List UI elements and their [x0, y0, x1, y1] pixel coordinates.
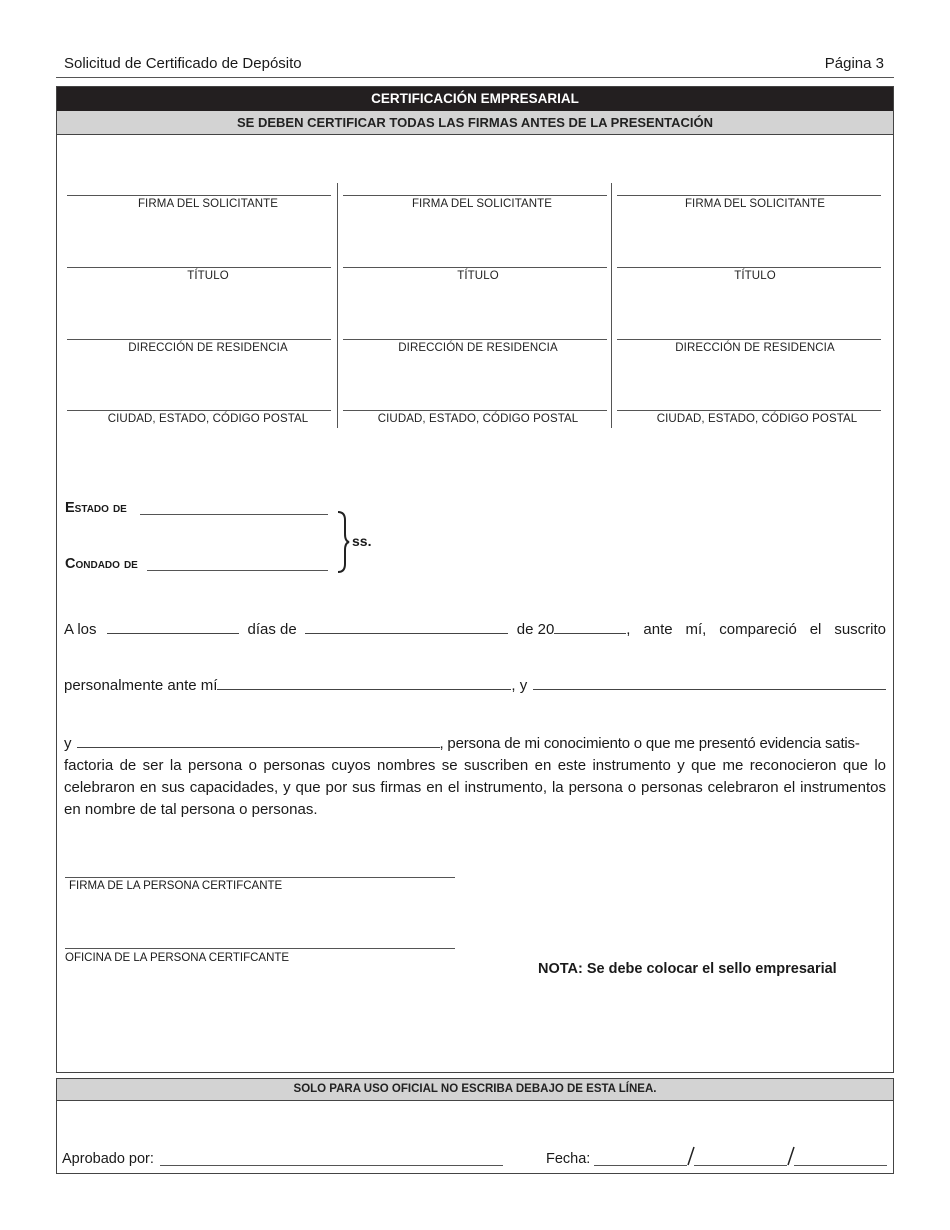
brace-icon — [334, 510, 350, 574]
signer-name-field-1[interactable] — [217, 676, 511, 690]
applicant-2-address-label: DIRECCIÓN DE RESIDENCIA — [398, 342, 558, 354]
ack-line-3: y , persona de mi conocimiento o que me presentó evidencia satis- — [64, 735, 860, 752]
month-field[interactable] — [305, 620, 508, 634]
year-field[interactable] — [554, 620, 626, 634]
date-month-field[interactable] — [594, 1165, 687, 1166]
certifier-signature-label: FIRMA DE LA PERSONA CERTIFCANTE — [69, 880, 283, 892]
date-label: Fecha: — [546, 1151, 591, 1167]
applicant-1-signature-label: FIRMA DEL SOLICITANTE — [137, 198, 279, 210]
certifier-signature-field[interactable] — [65, 877, 455, 878]
certifier-office-label: OFICINA DE LA PERSONA CERTIFCANTE — [65, 952, 290, 964]
applicant-1-title-field[interactable] — [67, 267, 331, 268]
applicant-3-signature-field[interactable] — [617, 195, 881, 196]
date-year-field[interactable] — [794, 1165, 887, 1166]
applicant-3-title-label: TÍTULO — [734, 270, 776, 282]
signer-name-field-2[interactable] — [533, 676, 886, 690]
applicant-2-title-label: TÍTULO — [457, 270, 499, 282]
section-subtitle: SE DEBEN CERTIFICAR TODAS LAS FIRMAS ANTES DE LA PRESENTACIÓN — [57, 111, 893, 135]
applicant-2-city-field[interactable] — [343, 410, 607, 411]
header-rule — [56, 77, 894, 78]
applicant-2-address-field[interactable] — [343, 339, 607, 340]
signer-name-field-3[interactable] — [77, 734, 440, 748]
applicant-2-signature-field[interactable] — [343, 195, 607, 196]
county-label: Condado de — [65, 556, 138, 572]
column-divider — [611, 183, 612, 428]
document-title: Solicitud de Certificado de Depósito — [64, 55, 302, 72]
applicant-1-city-label: CIUDAD, ESTADO, CÓDIGO POSTAL — [107, 413, 309, 425]
day-field[interactable] — [107, 620, 239, 634]
state-label: Estado de — [65, 500, 127, 516]
applicant-3-address-label: DIRECCIÓN DE RESIDENCIA — [675, 342, 835, 354]
state-field[interactable] — [140, 514, 328, 515]
applicant-3-address-field[interactable] — [617, 339, 881, 340]
ack-line-2: personalmente ante mí , y — [64, 675, 886, 697]
seal-note: NOTA: Se debe colocar el sello empresarial — [538, 961, 837, 977]
applicant-2-signature-label: FIRMA DEL SOLICITANTE — [411, 198, 553, 210]
applicant-2-title-field[interactable] — [343, 267, 607, 268]
applicant-3-signature-label: FIRMA DEL SOLICITANTE — [684, 198, 826, 210]
applicant-1-title-label: TÍTULO — [187, 270, 229, 282]
date-slash-icon — [786, 1146, 796, 1166]
official-use-header: SOLO PARA USO OFICIAL NO ESCRIBA DEBAJO DE ESTA LÍNEA. — [57, 1079, 893, 1101]
applicant-1-address-field[interactable] — [67, 339, 331, 340]
column-divider — [337, 183, 338, 428]
applicant-1-address-label: DIRECCIÓN DE RESIDENCIA — [128, 342, 288, 354]
applicant-3-title-field[interactable] — [617, 267, 881, 268]
section-title: CERTIFICACIÓN EMPRESARIAL — [57, 87, 893, 111]
applicant-2-city-label: CIUDAD, ESTADO, CÓDIGO POSTAL — [377, 413, 579, 425]
date-day-field[interactable] — [694, 1165, 787, 1166]
approved-by-field[interactable] — [160, 1165, 503, 1166]
ack-paragraph: factoria de ser la persona o personas cuyos nombres se suscriben en este instrumento y que me reconocieron que lo celebraron en sus capacidades, y que por sus firmas en el instrumento, la persona o personas celebraron el instrumentos en nombre de tal persona o personas. — [64, 757, 886, 818]
certification-section — [56, 86, 894, 1073]
county-field[interactable] — [147, 570, 328, 571]
applicant-3-city-field[interactable] — [617, 410, 881, 411]
ack-line-1: A los días de de 20 , ante mí, compareció el suscrito — [64, 621, 886, 638]
date-slash-icon — [686, 1146, 696, 1166]
applicant-3-city-label: CIUDAD, ESTADO, CÓDIGO POSTAL — [656, 413, 858, 425]
ss-label: ss. — [352, 533, 372, 549]
page-number: Página 3 — [824, 55, 884, 72]
approved-by-label: Aprobado por: — [62, 1151, 154, 1167]
applicant-1-city-field[interactable] — [67, 410, 331, 411]
applicant-1-signature-field[interactable] — [67, 195, 331, 196]
certifier-office-field[interactable] — [65, 948, 455, 949]
